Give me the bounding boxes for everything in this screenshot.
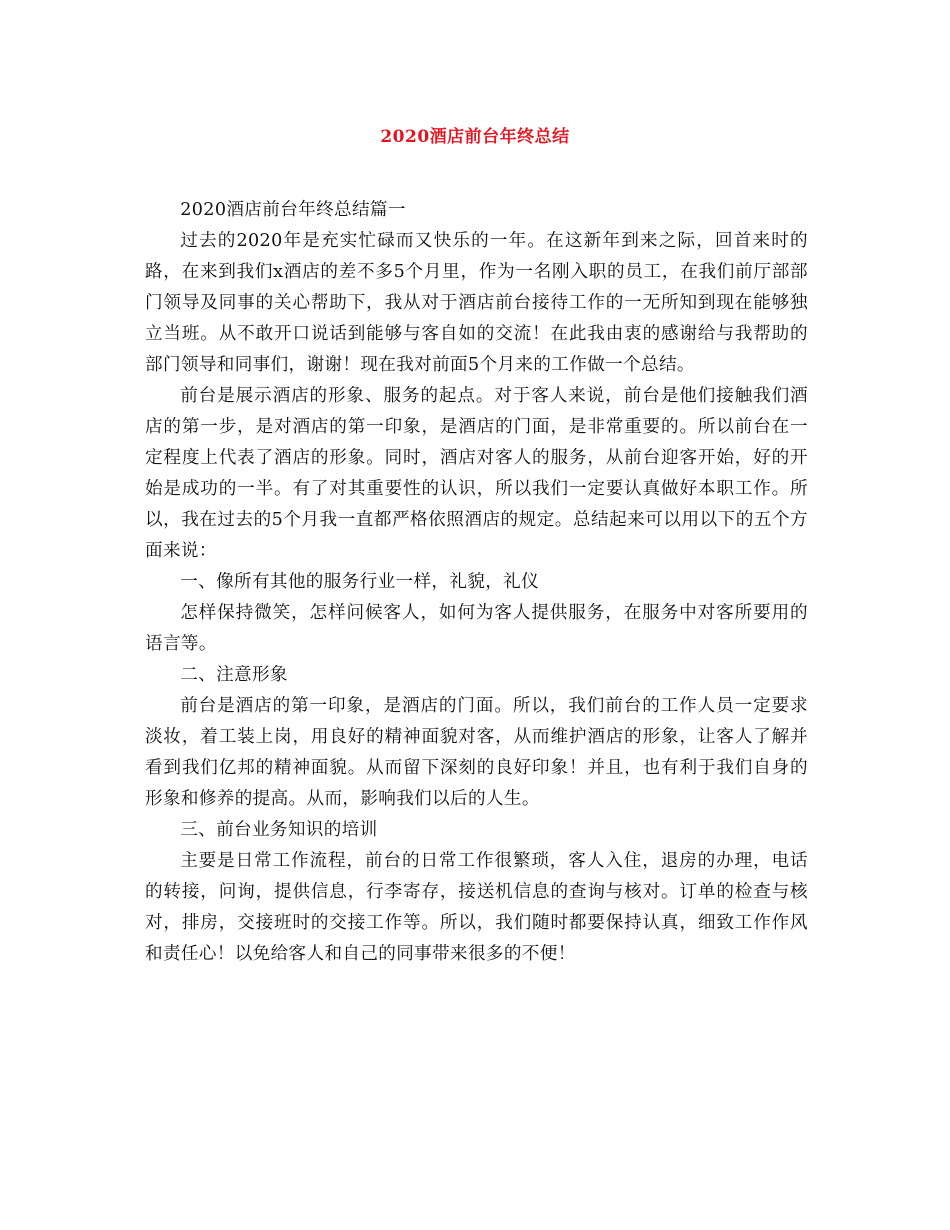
body-paragraph: 过去的2020年是充实忙碌而又快乐的一年。在这新年到来之际，回首来时的路，在来到我们x酒店的差不多5个月里，作为一名刚入职的员工，在我们前厅部部门领导及同事的关心帮助下，我从对于酒店前台接待工作的一无所知到现在能够独立当班。从不敢开口说话到能够与客自如的交流！在此我由衷的感谢给与我帮助的部门领导和同事们，谢谢！现在我对前面5个月来的工作做一个总结。 [145,231,808,375]
subheading: 一、像所有其他的服务行业一样，礼貌，礼仪 [180,572,540,592]
document-body [145,195,808,970]
body-paragraph: 怎样保持微笑，怎样问候客人，如何为客人提供服务，在服务中对客所要用的语言等。 [145,603,808,654]
body-paragraph: 前台是酒店的第一印象，是酒店的门面。所以，我们前台的工作人员一定要求淡妆，着工装上岗，用良好的精神面貌对客，从而维护酒店的形象，让客人了解并看到我们亿邦的精神面貌。从而留下深刻的良好印象！并且，也有利于我们自身的形象和修养的提高。从而，影响我们以后的人生。 [145,696,808,809]
subheading: 二、注意形象 [180,665,288,685]
body-paragraph: 主要是日常工作流程，前台的日常工作很繁琐，客人入住，退房的办理，电话的转接，问询，提供信息，行李寄存，接送机信息的查询与核对。订单的检查与核对，排房，交接班时的交接工作等。所以，我们随时都要保持认真，细致工作作风和责任心！以免给客人和自己的同事带来很多的不便！ [145,851,808,964]
subheading: 三、前台业务知识的培训 [180,820,378,840]
document-title: 2020酒店前台年终总结 [380,127,570,147]
body-paragraph: 前台是展示酒店的形象、服务的起点。对于客人来说，前台是他们接触我们酒店的第一步，是对酒店的第一印象，是酒店的门面，是非常重要的。所以前台在一定程度上代表了酒店的形象。同时，酒店对客人的服务，从前台迎客开始，好的开始是成功的一半。有了对其重要性的认识，所以我们一定要认真做好本职工作。所以，我在过去的5个月我一直都严格依照酒店的规定。总结起来可以用以下的五个方面来说： [145,386,808,561]
section-heading: 2020酒店前台年终总结篇一 [180,200,406,220]
